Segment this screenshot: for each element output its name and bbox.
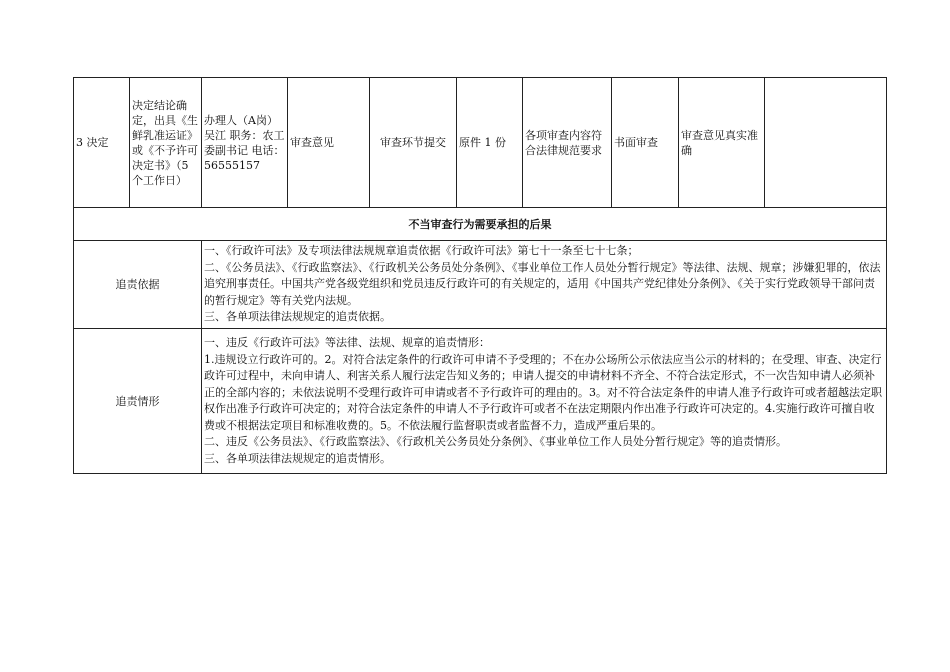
method-cell: 书面审查	[612, 78, 679, 208]
circumstances-row	[74, 329, 887, 474]
circumstances-label: 追责情形	[74, 329, 202, 474]
responsibility-table	[73, 77, 887, 474]
circumstance-line: 二、违反《公务员法》、《行政监察法》、《行政机关公务员处分条例》、《事业单位工作人员处分暂行规定》等的追责情形。	[204, 435, 787, 448]
basis-row	[74, 241, 887, 329]
circumstances-content	[202, 329, 887, 474]
basis-label: 追责依据	[74, 241, 202, 329]
content-cell: 决定结论确定，出具《生鲜乳准运证》或《不予许可决定书》（5个工作日）	[130, 78, 202, 208]
basis-line: 二、《公务员法》、《行政监察法》、《行政机关公务员处分条例》、《事业单位工作人员处分暂行规定》等法律、法规、规章；涉嫌犯罪的，依法追究刑事责任。中国共产党各级党组织和党员违反行政许可的有关规定的，适用《中国共产党纪律处分条例》、《关于实行党政领导干部问责的暂行规定》等有关党内法规。	[204, 260, 881, 307]
handler-cell: 办理人（A岗）吴江 职务：农工委副书记 电话：56555157	[202, 78, 288, 208]
extra-cell	[765, 78, 887, 208]
decision-row	[74, 78, 887, 208]
standard-cell: 各项审查内容符合法律规范要求	[523, 78, 612, 208]
opinion-cell: 审查意见	[288, 78, 370, 208]
requirement-cell: 审查意见真实准确	[679, 78, 765, 208]
section-title-row	[74, 208, 887, 241]
section-title: 不当审查行为需要承担的后果	[74, 208, 887, 241]
circumstance-line: 三、各单项法律法规规定的追责情形。	[204, 451, 391, 465]
submit-cell: 审查环节提交	[370, 78, 457, 208]
basis-line: 一、《行政许可法》及专项法律法规规章追责依据《行政许可法》第七十一条至七十七条；	[204, 244, 639, 258]
basis-line: 三、各单项法律法规规定的追责依据。	[204, 310, 391, 324]
basis-content	[202, 241, 887, 329]
circumstance-line: 1.违规设立行政许可的。2。对符合法定条件的行政许可申请不予受理的；不在办公场所公示依法应当公示的材料的；在受理、审查、决定行政许可过程中，未向申请人、利害关系人履行法定告知义务的；申请人提交的申请材料不齐全、不符合法定形式，不一次告知申请人必须补正的全部内容的；未依法说明不受理行政许可申请或者不予行政许可的理由的。3。对不符合法定条件的申请人准予行政许可或者超越法定职权作出准予行政许可决定的；对符合法定条件的申请人不予行政许可或者不在法定期限内作出准予行政许可决定的。4.实施行政许可擅自收费或不根据法定项目和标准收费的。5。不依法履行监督职责或者监督不力，造成严重后果的。	[204, 352, 882, 432]
copies-cell: 原件 1 份	[457, 78, 523, 208]
circumstance-line: 一、违反《行政许可法》等法律、法规、规章的追责情形：	[204, 336, 490, 349]
step-cell: 3 决定	[74, 78, 130, 208]
